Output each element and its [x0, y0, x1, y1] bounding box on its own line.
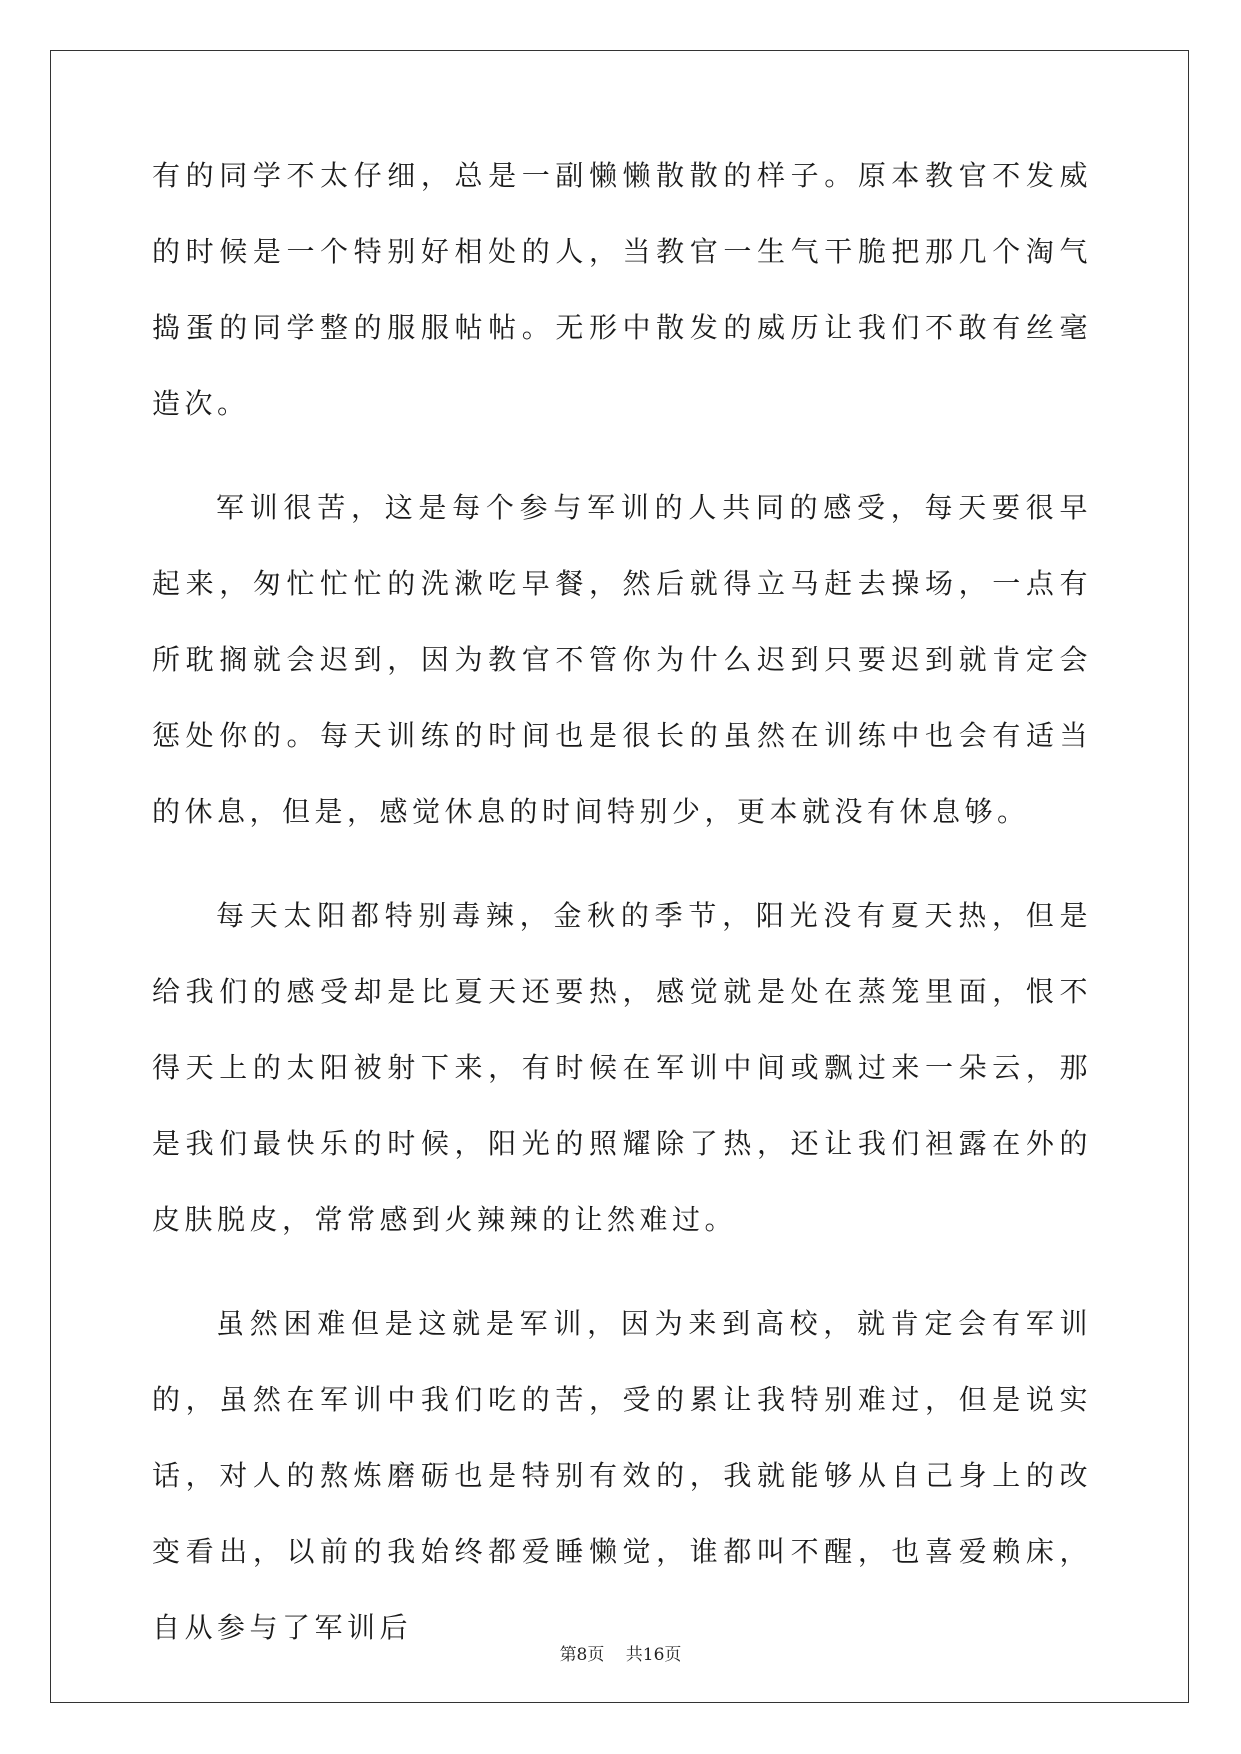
page-footer: [0, 1640, 1241, 1665]
paragraph: 虽然困难但是这就是军训，因为来到高校，就肯定会有军训的，虽然在军训中我们吃的苦，受的累让我特别难过，但是说实话，对人的熬炼磨砺也是特别有效的，我就能够从自己身上的改变看出，以前的我始终都爱睡懒觉，谁都叫不醒，也喜爱赖床，自从参与了军训后: [152, 1307, 1092, 1644]
paragraph: 军训很苦，这是每个参与军训的人共同的感受，每天要很早起来，匆忙忙忙的洗漱吃早餐，然后就得立马赶去操场，一点有所耽搁就会迟到，因为教官不管你为什么迟到只要迟到就肯定会惩处你的。每天训练的时间也是很长的虽然在训练中也会有适当的休息，但是，感觉休息的时间特别少，更本就没有休息够。: [152, 491, 1092, 828]
paragraph: 每天太阳都特别毒辣，金秋的季节，阳光没有夏天热，但是给我们的感受却是比夏天还要热，感觉就是处在蒸笼里面，恨不得天上的太阳被射下来，有时候在军训中间或飘过来一朵云，那是我们最快乐的时候，阳光的照耀除了热，还让我们袒露在外的皮肤脱皮，常常感到火辣辣的让然难过。: [152, 899, 1092, 1236]
page-number: 第8页: [559, 1645, 605, 1665]
document-body: [152, 160, 1092, 1694]
paragraph: 有的同学不太仔细，总是一副懒懒散散的样子。原本教官不发威的时候是一个特别好相处的人，当教官一生气干脆把那几个淘气捣蛋的同学整的服服帖帖。无形中散发的威历让我们不敢有丝毫造次。: [152, 159, 1092, 420]
page-total: 共16页: [625, 1645, 682, 1665]
